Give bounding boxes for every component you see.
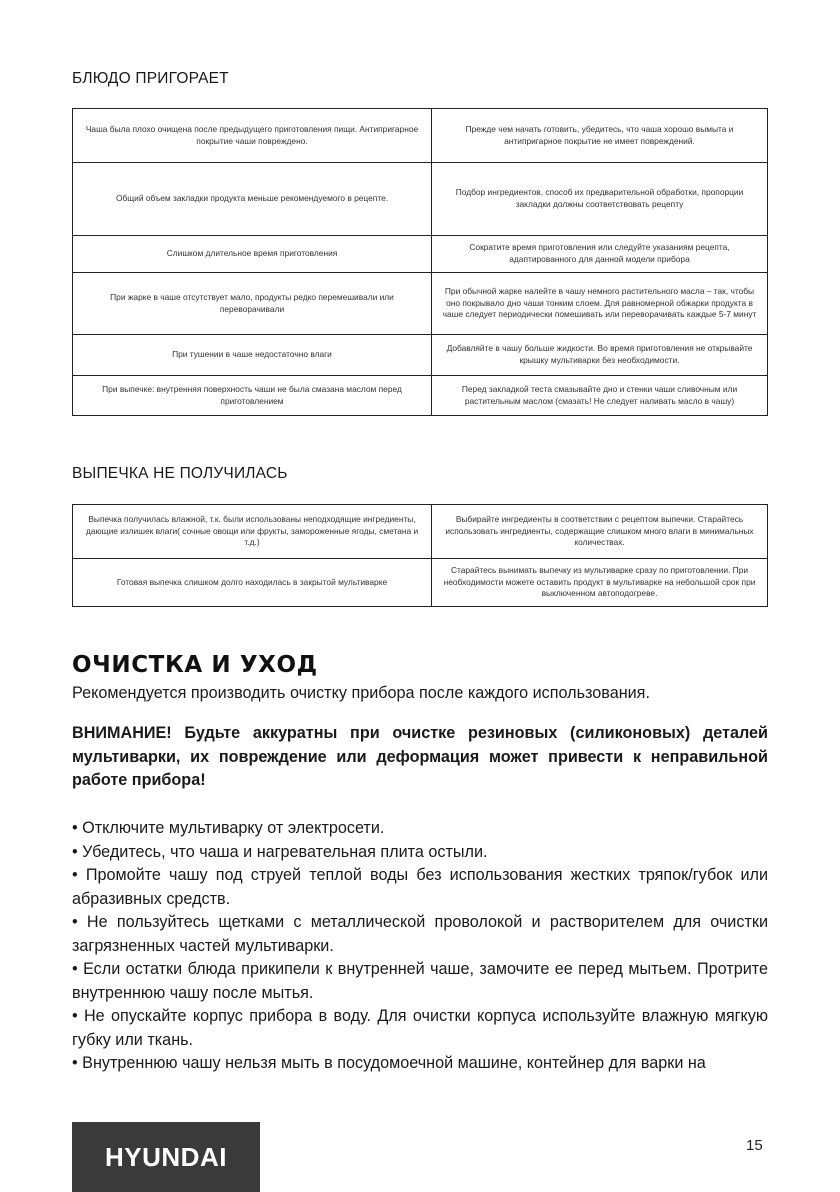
- cause-cell: Выпечка получилась влажной, т.к. были использованы неподходящие ингредиенты, дающие излишек влаги( сочные овощи или фрукты, замороженные ягоды, сметана и т.д.): [73, 505, 432, 559]
- brand-logo-text: HYUNDAI: [105, 1141, 227, 1172]
- cleaning-instructions-list: [72, 817, 768, 1076]
- table-row: [73, 505, 768, 559]
- table-row: [73, 376, 768, 416]
- solution-cell: Подбор ингредиентов, способ их предварительной обработки, пропорции закладки должны соответствовать рецепту: [432, 163, 768, 236]
- cause-cell: Слишком длительное время приготовления: [73, 236, 432, 273]
- table-row: [73, 559, 768, 607]
- page-number: 15: [746, 1137, 763, 1154]
- table-row: [73, 236, 768, 273]
- table-row: [73, 273, 768, 335]
- solution-cell: Старайтесь вынимать выпечку из мультиварке сразу по приготовлении. При необходимости можете оставить продукт в мультиварке на небольшой срок при выключенном автоподогреве.: [432, 559, 768, 607]
- table-row: [73, 335, 768, 376]
- section-title-baking: ВЫПЕЧКА НЕ ПОЛУЧИЛАСЬ: [72, 465, 288, 482]
- cause-cell: Чаша была плохо очищена после предыдущего приготовления пищи. Антипригарное покрытие чаши повреждено.: [73, 109, 432, 163]
- list-item: • Промойте чашу под струей теплой воды без использования жестких тряпок/губок или абразивных средств.: [72, 866, 768, 908]
- list-item: • Внутреннюю чашу нельзя мыть в посудомоечной машине, контейнер для варки на: [72, 1054, 706, 1072]
- list-item: • Если остатки блюда прикипели к внутренней чаше, замочите ее перед мытьем. Протрите внутреннюю чашу после мытья.: [72, 960, 768, 1002]
- cause-cell: Готовая выпечка слишком долго находилась в закрытой мультиварке: [73, 559, 432, 607]
- solution-cell: Перед закладкой теста смазывайте дно и стенки чаши сливочным или растительным маслом (смазать! Не следует наливать масло в чашу): [432, 376, 768, 416]
- baking-troubleshooting-table: [72, 504, 768, 607]
- list-item: • Убедитесь, что чаша и нагревательная плита остыли.: [72, 842, 488, 861]
- table-row: [73, 109, 768, 163]
- list-item: • Отключите мультиварку от электросети.: [72, 819, 385, 837]
- solution-cell: При обычной жарке налейте в чашу немного растительного масла – так, чтобы оно покрывало дно чаши тонким слоем. Для равномерной обжарки продукта в чаше следует периодически помешивать или переворачивать каждые 5-7 минут: [432, 273, 768, 335]
- cause-cell: При выпечке: внутренняя поверхность чаши не была смазана маслом перед приготовлением: [73, 376, 432, 416]
- list-item: • Не пользуйтесь щетками с металлической проволокой и растворителем для очистки загрязненных частей мультиварки.: [72, 913, 768, 955]
- cause-cell: При жарке в чаше отсутствует мало, продукты редко перемешивали или переворачивали: [73, 273, 432, 335]
- list-item: • Не опускайте корпус прибора в воду. Для очистки корпуса используйте влажную мягкую губку или ткань.: [72, 1007, 768, 1049]
- brand-logo: [72, 1122, 260, 1192]
- solution-cell: Добавляйте в чашу больше жидкости. Во время приготовления не открывайте крышку мультиварки без необходимости.: [432, 335, 768, 376]
- section-title-burning: БЛЮДО ПРИГОРАЕТ: [72, 70, 229, 87]
- cleaning-intro: Рекомендуется производить очистку прибора после каждого использования.: [72, 684, 650, 702]
- solution-cell: Выбирайте ингредиенты в соответствии с рецептом выпечки. Старайтесь использовать ингредиенты, содержащие слишком много влаги в минимальных количествах.: [432, 505, 768, 559]
- solution-cell: Сократите время приготовления или следуйте указаниям рецепта, адаптированного для данной модели прибора: [432, 236, 768, 273]
- cause-cell: При тушении в чаше недостаточно влаги: [73, 335, 432, 376]
- burning-troubleshooting-table: [72, 108, 768, 416]
- solution-cell: Прежде чем начать готовить, убедитесь, что чаша хорошо вымыта и антипригарное покрытие не имеет повреждений.: [432, 109, 768, 163]
- table-row: [73, 163, 768, 236]
- cleaning-heading: ОЧИСТКА И УХОД: [72, 652, 318, 678]
- cleaning-warning: ВНИМАНИЕ! Будьте аккуратны при очистке резиновых (силиконовых) деталей мультиварки, их повреждение или деформация может привести к неправильной работе прибора!: [72, 724, 768, 789]
- cause-cell: Общий объем закладки продукта меньше рекомендуемого в рецепте.: [73, 163, 432, 236]
